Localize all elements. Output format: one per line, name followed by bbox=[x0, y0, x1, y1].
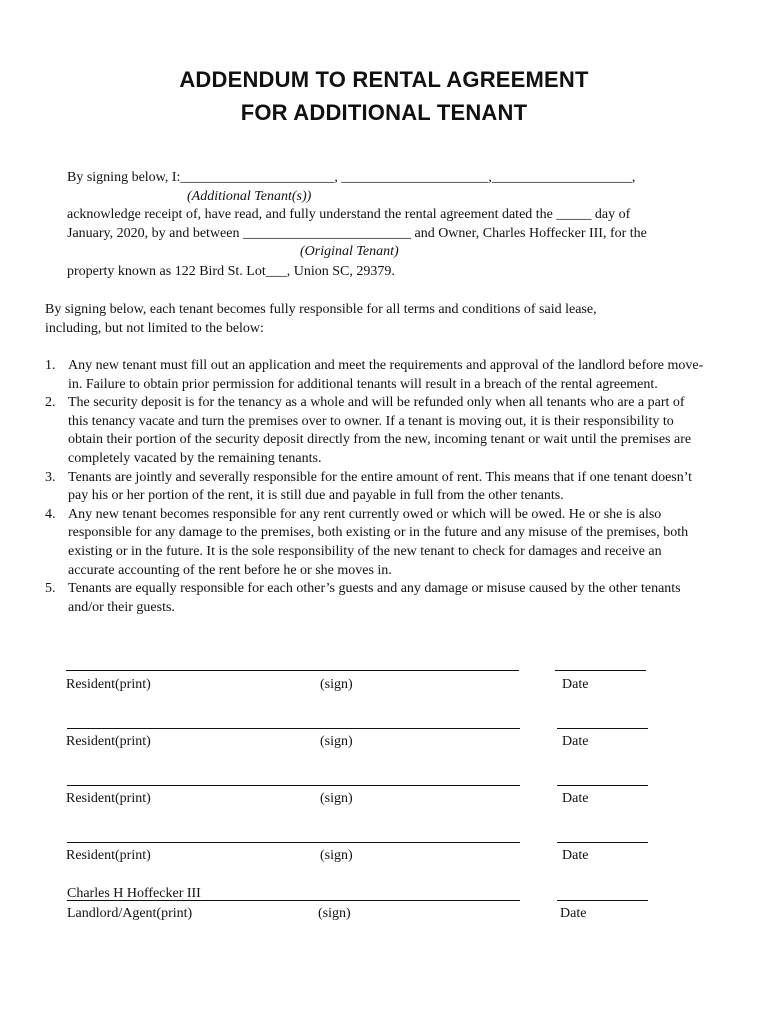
sign-label: (sign) bbox=[320, 734, 353, 749]
term-text: Any new tenant must fill out an application and meet the requirements and approval of the landlord before move-in. Failure to obtain prior permission for additional tenants will result in a breach of the rental agreement. bbox=[68, 358, 704, 392]
date-label: Date bbox=[562, 791, 589, 806]
term-number: 5. bbox=[45, 581, 56, 597]
print-label: Resident(print) bbox=[66, 848, 151, 863]
term-number: 4. bbox=[45, 506, 56, 522]
term-item bbox=[45, 469, 705, 506]
sign-label: (sign) bbox=[320, 791, 353, 806]
responsibility-paragraph-line-2: including, but not limited to the below: bbox=[45, 321, 264, 336]
intro-line-3: January, 2020, by and between ________________________ and Owner, Charles Hoffecker III, for the bbox=[67, 226, 647, 241]
responsibility-paragraph-line-1: By signing below, each tenant becomes fully responsible for all terms and conditions of said lease, bbox=[45, 302, 597, 317]
date-line[interactable] bbox=[557, 785, 648, 786]
date-label: Date bbox=[560, 906, 587, 921]
term-item bbox=[45, 580, 705, 617]
print-label: Resident(print) bbox=[66, 677, 151, 692]
resident-signature-line[interactable] bbox=[66, 670, 519, 671]
intro-line-1: By signing below, I:______________________, _____________________,____________________, bbox=[67, 170, 636, 185]
document-title-line-1: ADDENDUM TO RENTAL AGREEMENT bbox=[179, 67, 589, 92]
document-title-line-2: FOR ADDITIONAL TENANT bbox=[240, 100, 528, 125]
landlord-signature-line[interactable] bbox=[67, 900, 520, 901]
term-item bbox=[45, 357, 705, 394]
additional-tenants-label: (Additional Tenant(s)) bbox=[187, 189, 312, 204]
intro-line-2: acknowledge receipt of, have read, and fully understand the rental agreement dated the _____ day of bbox=[67, 207, 631, 222]
date-line[interactable] bbox=[557, 842, 648, 843]
term-item bbox=[45, 394, 705, 468]
sign-label: (sign) bbox=[318, 906, 351, 921]
resident-signature-line[interactable] bbox=[67, 728, 520, 729]
print-label: Resident(print) bbox=[66, 791, 151, 806]
term-text: Any new tenant becomes responsible for any rent currently owed or which will be owed. He or she is also responsible for any damage to the premises, both existing or in the future and any misuse of the premises, both existing or in the future. It is the sole responsibility of the new tenant to check for damages and receive an accurate accounting of the rent before he or she moves in. bbox=[68, 506, 689, 578]
term-number: 2. bbox=[45, 395, 56, 411]
term-text: Tenants are jointly and severally responsible for the entire amount of rent. This means that if one tenant doesn’t pay his or her portion of the rent, it is still due and payable in full from the other tenants. bbox=[68, 469, 693, 504]
sign-label: (sign) bbox=[320, 848, 353, 863]
original-tenant-label: (Original Tenant) bbox=[300, 244, 399, 259]
date-label: Date bbox=[562, 734, 589, 749]
landlord-name: Charles H Hoffecker III bbox=[67, 886, 201, 901]
date-line[interactable] bbox=[557, 728, 648, 729]
date-label: Date bbox=[562, 848, 589, 863]
term-number: 1. bbox=[45, 358, 56, 373]
date-line[interactable] bbox=[557, 900, 648, 901]
intro-line-4: property known as 122 Bird St. Lot___, Union SC, 29379. bbox=[67, 264, 395, 279]
term-item bbox=[45, 506, 705, 580]
date-label: Date bbox=[562, 677, 589, 692]
print-label: Resident(print) bbox=[66, 734, 151, 749]
print-label: Landlord/Agent(print) bbox=[67, 906, 193, 921]
resident-signature-line[interactable] bbox=[67, 785, 520, 786]
term-number: 3. bbox=[45, 469, 56, 485]
resident-signature-line[interactable] bbox=[67, 842, 520, 843]
term-text: The security deposit is for the tenancy as a whole and will be refunded only when all tenants who are a part of this tenancy vacate and turn the premises over to owner. If a tenant is moving out, it is their responsibility to obtain their portion of the security deposit directly from the new, incoming tenant or wait until the premises are completely vacated by the remaining tenants. bbox=[68, 395, 692, 466]
terms-list bbox=[45, 357, 705, 617]
term-text: Tenants are equally responsible for each other’s guests and any damage or misuse caused by the other tenants and/or their guests. bbox=[68, 581, 681, 615]
sign-label: (sign) bbox=[320, 677, 353, 692]
date-line[interactable] bbox=[555, 670, 646, 671]
